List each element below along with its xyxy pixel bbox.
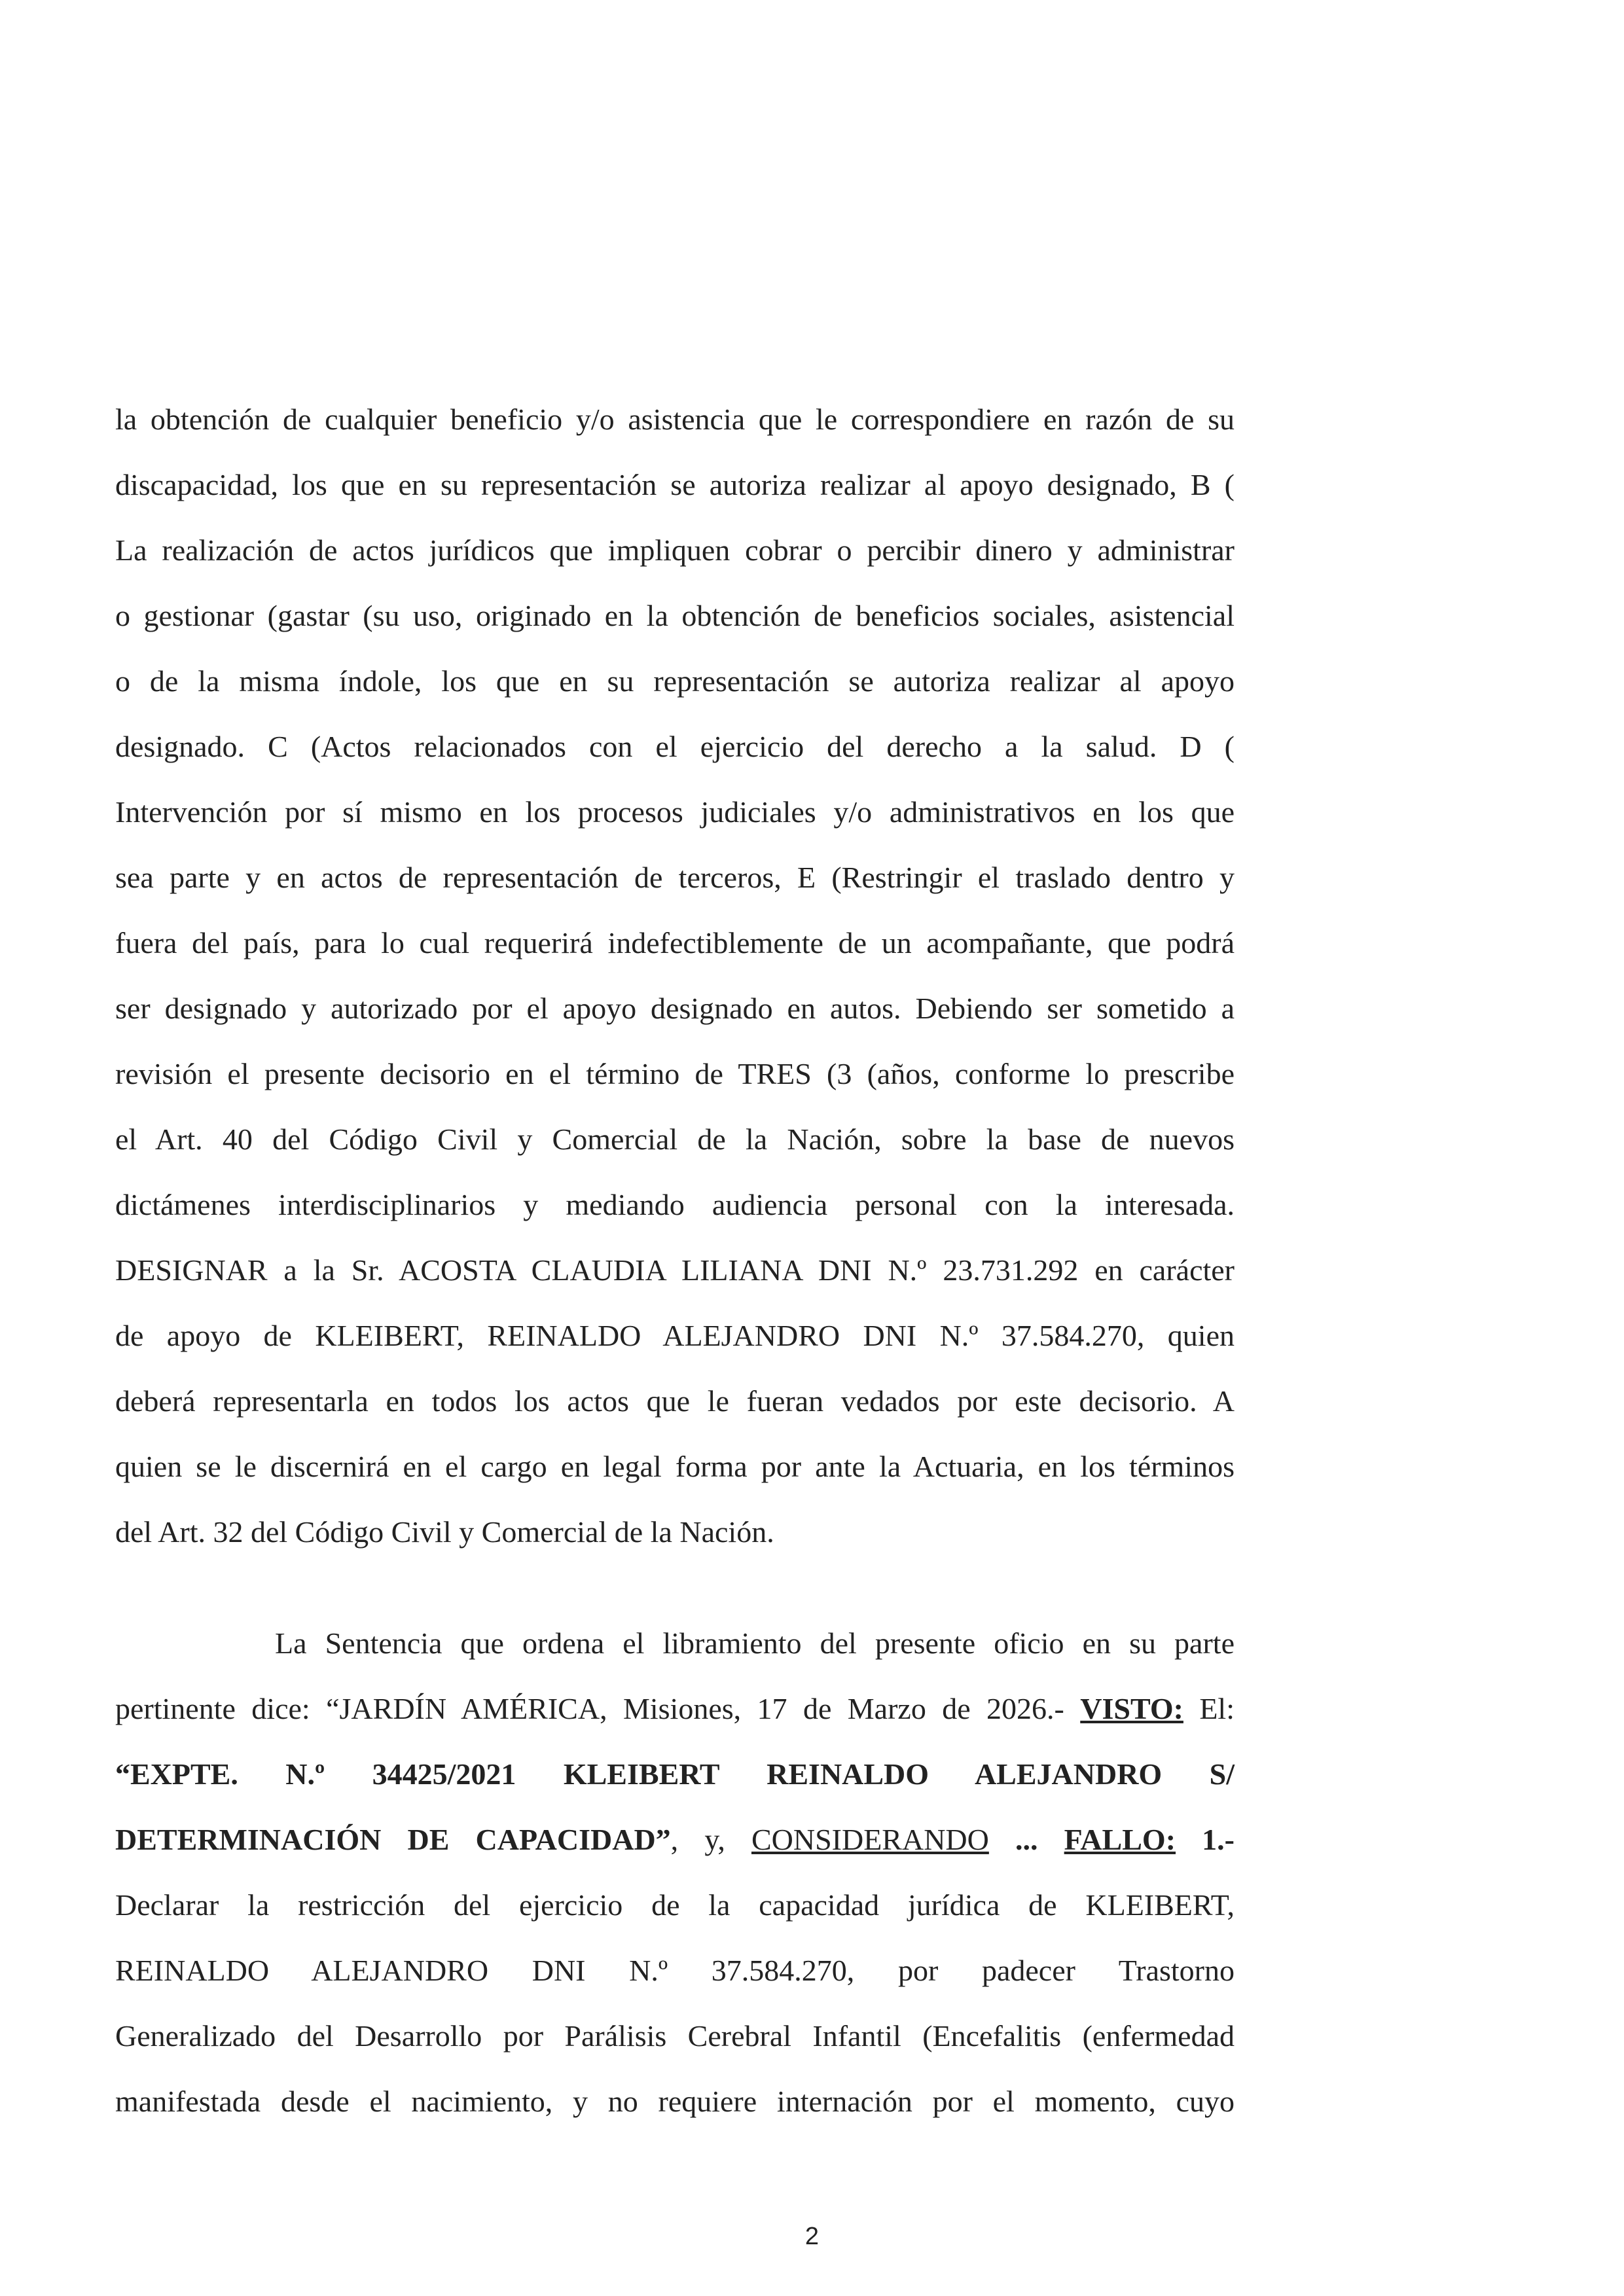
- body-line-8: sea parte y en actos de representación de terceros, E (Restringir el traslado dentro y: [115, 861, 1235, 894]
- body-line-16: deberá representarla en todos los actos que le fueran vedados por este decisorio. A: [115, 1384, 1235, 1418]
- fallo-label: FALLO:: [1064, 1823, 1176, 1856]
- body-line-3: La realización de actos jurídicos que impliquen cobrar o percibir dinero y administrar: [115, 533, 1235, 567]
- p2-line-8: manifestada desde el nacimiento, y no requiere internación por el momento, cuyo: [115, 2085, 1235, 2118]
- p2-line-2-text: pertinente dice: “JARDÍN AMÉRICA, Misiones, 17 de Marzo de 2026.-: [115, 1692, 1081, 1725]
- ellipsis: ...: [988, 1823, 1064, 1856]
- body-line-14: DESIGNAR a la Sr. ACOSTA CLAUDIA LILIANA DNI N.º 23.731.292 en carácter: [115, 1253, 1235, 1287]
- body-line-1: la obtención de cualquier beneficio y/o asistencia que le correspondiere en razón de su: [115, 403, 1235, 436]
- body-line-12: el Art. 40 del Código Civil y Comercial de la Nación, sobre la base de nuevos: [115, 1122, 1235, 1156]
- fallo-number: 1.-: [1176, 1823, 1235, 1856]
- case-title-line-2: DETERMINACIÓN DE CAPACIDAD”: [115, 1823, 671, 1856]
- p2-line-7: Generalizado del Desarrollo por Parálisis Cerebral Infantil (Encefalitis (enfermedad: [115, 2019, 1235, 2053]
- body-line-15: de apoyo de KLEIBERT, REINALDO ALEJANDRO DNI N.º 37.584.270, quien: [115, 1319, 1235, 1352]
- body-line-18: del Art. 32 del Código Civil y Comercial de la Nación.: [115, 1515, 774, 1549]
- considerando-label: CONSIDERANDO: [751, 1823, 989, 1856]
- body-line-17: quien se le discernirá en el cargo en legal forma por ante la Actuaria, en los términos: [115, 1450, 1235, 1483]
- p2-line-2: [115, 1686, 1235, 1732]
- page-number: 2: [804, 2223, 820, 2250]
- body-line-11: revisión el presente decisorio en el término de TRES (3 (años, conforme lo prescribe: [115, 1057, 1235, 1090]
- p2-line-5: Declarar la restricción del ejercicio de la capacidad jurídica de KLEIBERT,: [115, 1888, 1235, 1922]
- body-line-9: fuera del país, para lo cual requerirá indefectiblemente de un acompañante, que podrá: [115, 926, 1235, 960]
- body-line-4: o gestionar (gastar (su uso, originado en la obtención de beneficios sociales, asistencial: [115, 599, 1235, 632]
- case-title-line-1: “EXPTE. N.º 34425/2021 KLEIBERT REINALDO ALEJANDRO S/: [115, 1757, 1235, 1791]
- p2-line-6: REINALDO ALEJANDRO DNI N.º 37.584.270, por padecer Trastorno: [115, 1954, 1235, 1987]
- p2-line-2-tail: El:: [1183, 1692, 1235, 1725]
- p2-line-1: La Sentencia que ordena el libramiento del presente oficio en su parte: [275, 1626, 1235, 1660]
- body-line-5: o de la misma índole, los que en su representación se autoriza realizar al apoyo: [115, 664, 1235, 698]
- p2-line-4: [115, 1817, 1235, 1863]
- visto-label: VISTO:: [1080, 1692, 1183, 1725]
- p2-line-4-connector: , y,: [670, 1823, 751, 1856]
- body-line-10: ser designado y autorizado por el apoyo designado en autos. Debiendo ser sometido a: [115, 992, 1235, 1025]
- body-line-6: designado. C (Actos relacionados con el ejercicio del derecho a la salud. D (: [115, 730, 1235, 763]
- body-line-7: Intervención por sí mismo en los procesos judiciales y/o administrativos en los que: [115, 795, 1235, 829]
- body-line-2: discapacidad, los que en su representación se autoriza realizar al apoyo designado, B (: [115, 468, 1235, 501]
- body-line-13: dictámenes interdisciplinarios y mediando audiencia personal con la interesada.: [115, 1188, 1235, 1221]
